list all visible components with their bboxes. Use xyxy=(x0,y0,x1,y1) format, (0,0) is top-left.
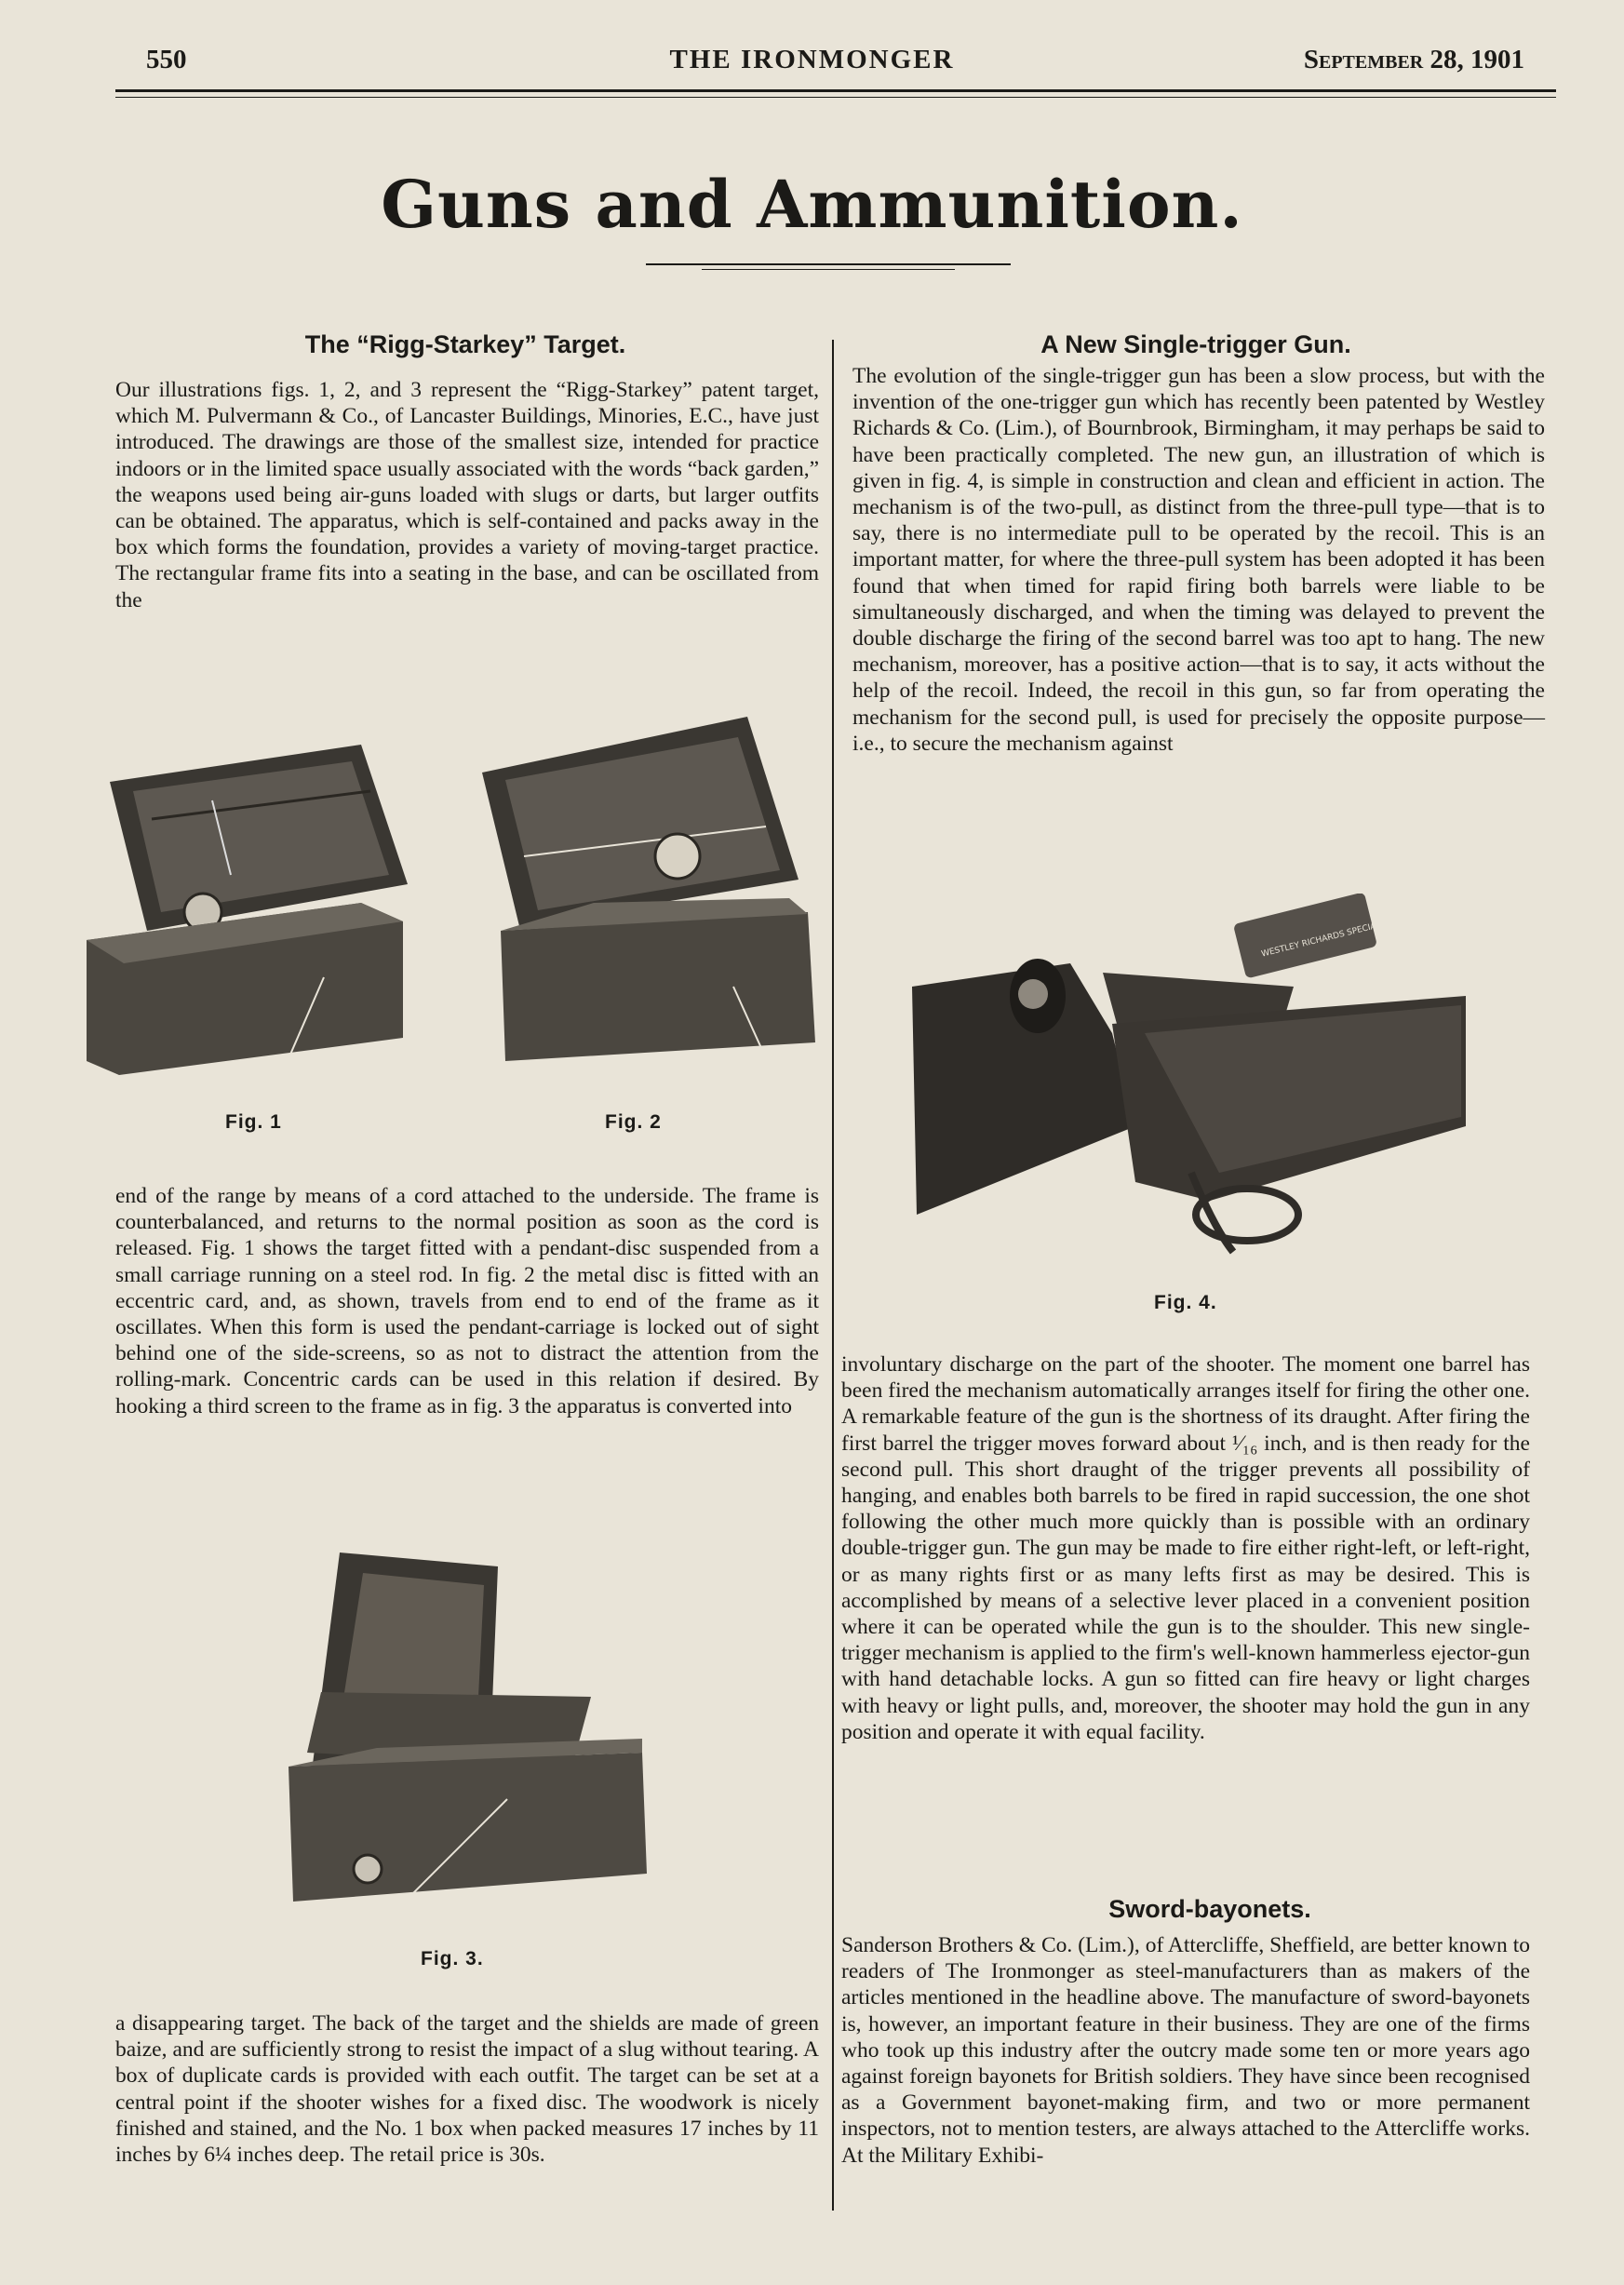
fig-4-caption: Fig. 4. xyxy=(1154,1292,1217,1313)
sword-heading: Sword-bayonets. xyxy=(1108,1895,1311,1923)
header-rule-thin xyxy=(115,97,1556,98)
gun-paragraph-1: The evolution of the single-trigger gun has been a slow process, but with the invention of the one-trigger gun which has recently been patented by Westley Richards & Co. (Lim.), of Bournbrook, Birmingham, it may perhaps be said to have been practically completed. The new gun, an illustration of which is given in fig. 4, is simple in construction and clean and efficient in action. The mechanism is of the two-pull, as distinct from the three-pull type—that is to say, there is no intermediate pull to be operated by the recoil. This is an important matter, for where the three-pull system has been adopted it has been found that when timed for rapid firing both barrels were liable to be simultaneously discharged, and when the timing was delayed to prevent the double discharge the firing of the second barrel was too apt to hang. The new mechanism, moreover, has a positive action—that is to say, it acts without the help of the recoil. Indeed, the recoil in this gun, so far from operating the mechanism for the second pull, is used for precisely the opposite purpose—i.e., to secure the mechanism against xyxy=(852,364,1545,756)
fig-1-target-box-illustration xyxy=(82,735,417,1089)
rigg-paragraph-2: end of the range by means of a cord attached to the underside. The frame is counterbalanced, and returns to the normal position as soon as the cord is released. Fig. 1 shows the target fitted with a pendant-disc suspended from a small carriage running on a steel rod. In fig. 2 the metal disc is fitted with an eccentric card, and, as shown, travels from end to end of the frame as it oscillates. When this form is used the pendant-carriage is locked out of sight behind one of the side-screens, so as not to distract the attention from the rolling-mark. Concentric cards can be used in this relation if desired. By hooking a third screen to the frame as in fig. 3 the apparatus is converted into xyxy=(115,1184,819,1418)
header-rule xyxy=(115,89,1556,92)
fig-3-target-box-illustration xyxy=(284,1552,647,1925)
cartridge-label: WESTLEY RICHARDS SPECIAL xyxy=(1260,921,1382,960)
fig-3-caption: Fig. 3. xyxy=(421,1948,484,1969)
fig-2-caption: Fig. 2 xyxy=(605,1111,662,1133)
title-ornament xyxy=(646,263,1011,273)
page-number: 550 xyxy=(146,45,187,74)
fig-4-gun-illustration xyxy=(903,894,1480,1266)
rigg-paragraph-1: Our illustrations figs. 1, 2, and 3 represent the “Rigg-Starkey” patent target, which M. Pulvermann & Co., of Lancaster Buildings, Minories, E.C., have just introduced. The drawings are those of the smallest size, intended for practice indoors or in the limited space usually associated with the words “back garden,” the weapons used being air-guns loaded with slugs or darts, but larger outfits can be obtained. The apparatus, which is self-contained and packs away in the box which forms the foundation, provides a variety of moving-target practice. The rectangular frame fits into a seating in the base, and can be oscillated from the xyxy=(115,378,819,612)
issue-date: September 28, 1901 xyxy=(1303,45,1524,74)
magazine-title: THE IRONMONGER xyxy=(669,45,955,74)
fig-1-caption: Fig. 1 xyxy=(225,1111,282,1133)
rigg-paragraph-3: a disappearing target. The back of the target and the shields are made of green baize, and are sufficiently strong to resist the impact of a slug without tearing. A box of duplicate cards is provided with each outfit. The target can be set at a central point if the shooter wishes for a fixed disc. The woodwork is nicely finished and stained, and the No. 1 box when packed measures 17 inches by 11 inches by 6¼ inches deep. The retail price is 30s. xyxy=(115,2011,819,2168)
section-title: Guns and Ammunition. xyxy=(381,166,1243,243)
fig-2-target-box-illustration xyxy=(482,717,817,1108)
rigg-heading: The “Rigg-Starkey” Target. xyxy=(304,330,626,358)
sword-paragraph-1: Sanderson Brothers & Co. (Lim.), of Attercliffe, Sheffield, are better known to readers of The Ironmonger as steel-manufacturers than as makers of the articles mentioned in the headline above. The manufacture of sword-bayonets is, however, an important feature in their business. They are one of the firms who took up this industry after the outcry made some ten or more years ago against foreign bayonets for British soldiers. They have since been recognised as a Government bayonet-making firm, and two or more permanent inspectors, not to mention testers, are always attached to the Attercliffe works. At the Military Exhibi- xyxy=(841,1933,1530,2168)
gun-heading: A New Single-trigger Gun. xyxy=(1040,330,1351,358)
column-divider xyxy=(832,340,834,2211)
running-head xyxy=(0,45,1624,82)
gun-paragraph-2: involuntary discharge on the part of the shooter. The moment one barrel has been fired the mechanism automatically arranges itself for firing the other one. A remarkable feature of the gun is the shortness of its draught. After firing the first barrel the trigger moves forward about ¹⁄₁₆ inch, and is then ready for the second pull. This short draught of the trigger prevents all possibility of hanging, and enables both barrels to be fired in rapid succession, the one shot following the other much more quickly than is possible with an ordinary double-trigger gun. The gun may be made to fire either right-left, or left-right, or as many rights first or as many lefts first as may be desired. This is accomplished by means of a selective lever placed in a convenient position where it can be operated while the gun is to the shoulder. This new single-trigger mechanism is applied to the firm's well-known hammerless ejector-gun with hand detachable locks. A gun so fitted can fire heavy or light charges with heavy or light pulls, and, moreover, the shooter may hold the gun in any position and operate it with equal facility. xyxy=(841,1352,1530,1744)
